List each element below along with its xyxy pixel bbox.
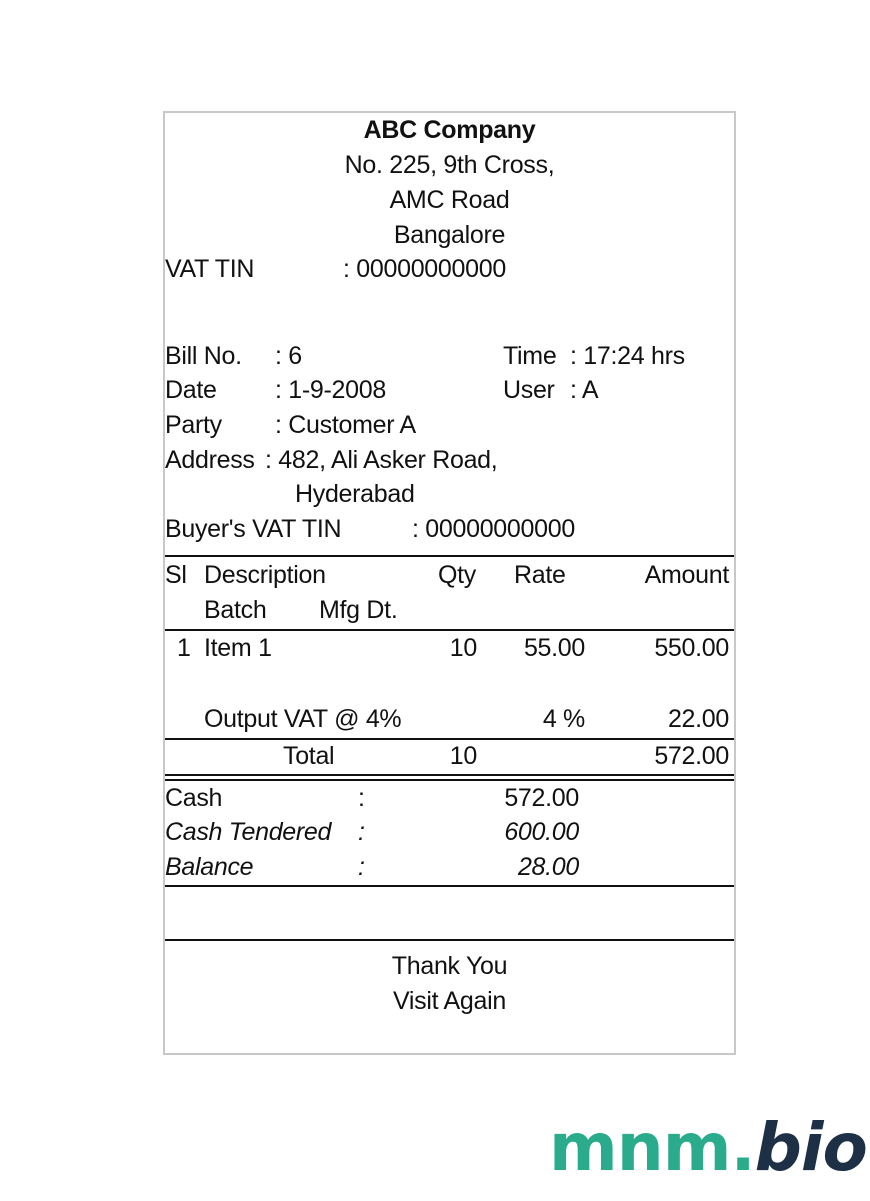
- divider: [165, 629, 734, 631]
- item-description: Item 1: [204, 634, 272, 662]
- watermark-dot: .: [730, 1109, 755, 1186]
- time-label: Time: [503, 342, 557, 370]
- col-header-sl: Sl: [165, 561, 187, 589]
- item-amount: 550.00: [654, 634, 729, 662]
- receipt: [163, 111, 736, 1055]
- user-label: User: [503, 376, 555, 404]
- total-amount: 572.00: [654, 742, 729, 770]
- watermark-part-2: bio: [754, 1109, 867, 1186]
- company-address-line-1: No. 225, 9th Cross,: [344, 151, 555, 179]
- balance-value: 28.00: [517, 853, 579, 881]
- col-header-rate: Rate: [514, 561, 566, 589]
- date-value: : 1-9-2008: [275, 376, 386, 404]
- balance-label: Balance: [165, 853, 254, 881]
- col-header-mfg: Mfg Dt.: [319, 596, 398, 624]
- cash-tendered-label: Cash Tendered: [165, 818, 332, 846]
- buyer-vat-value: : 00000000000: [412, 515, 575, 543]
- address-value-line-1: : 482, Ali Asker Road,: [265, 446, 498, 474]
- time-value: : 17:24 hrs: [570, 342, 685, 370]
- company-address-line-3: Bangalore: [393, 221, 506, 249]
- address-label: Address: [165, 446, 255, 474]
- col-header-amount: Amount: [644, 561, 729, 589]
- cash-value: 572.00: [504, 784, 579, 812]
- cash-tendered-separator: :: [358, 818, 365, 846]
- bill-no-label: Bill No.: [165, 342, 242, 370]
- divider: [165, 779, 734, 781]
- party-label: Party: [165, 411, 222, 439]
- item-qty: 10: [449, 634, 477, 662]
- address-value-line-2: Hyderabad: [295, 480, 415, 508]
- cash-separator: :: [358, 784, 365, 812]
- buyer-vat-label: Buyer's VAT TIN: [165, 515, 342, 543]
- company-address-line-2: AMC Road: [389, 186, 510, 214]
- watermark-logo: [549, 1108, 867, 1188]
- tax-rate: 4 %: [542, 705, 585, 733]
- party-value: : Customer A: [275, 411, 416, 439]
- footer-visit-again: Visit Again: [393, 987, 506, 1015]
- item-sl: 1: [177, 634, 191, 662]
- col-header-qty: Qty: [438, 561, 476, 589]
- vat-tin-value: : 00000000000: [343, 255, 506, 283]
- company-name: ABC Company: [363, 116, 536, 144]
- date-label: Date: [165, 376, 217, 404]
- balance-separator: :: [358, 853, 365, 881]
- divider: [165, 555, 734, 557]
- footer-thank-you: Thank You: [391, 952, 508, 980]
- item-rate: 55.00: [523, 634, 585, 662]
- total-label: Total: [283, 742, 335, 770]
- divider: [165, 939, 734, 941]
- col-header-batch: Batch: [204, 596, 267, 624]
- total-qty: 10: [449, 742, 477, 770]
- tax-label: Output VAT @ 4%: [204, 705, 402, 733]
- cash-label: Cash: [165, 784, 223, 812]
- cash-tendered-value: 600.00: [504, 818, 579, 846]
- vat-tin-label: VAT TIN: [165, 255, 255, 283]
- divider: [165, 774, 734, 776]
- watermark-part-1: mnm: [549, 1109, 731, 1186]
- col-header-description: Description: [204, 561, 326, 589]
- divider: [165, 885, 734, 887]
- tax-amount: 22.00: [667, 705, 729, 733]
- user-value: : A: [570, 376, 599, 404]
- bill-no-value: : 6: [275, 342, 302, 370]
- divider: [165, 738, 734, 740]
